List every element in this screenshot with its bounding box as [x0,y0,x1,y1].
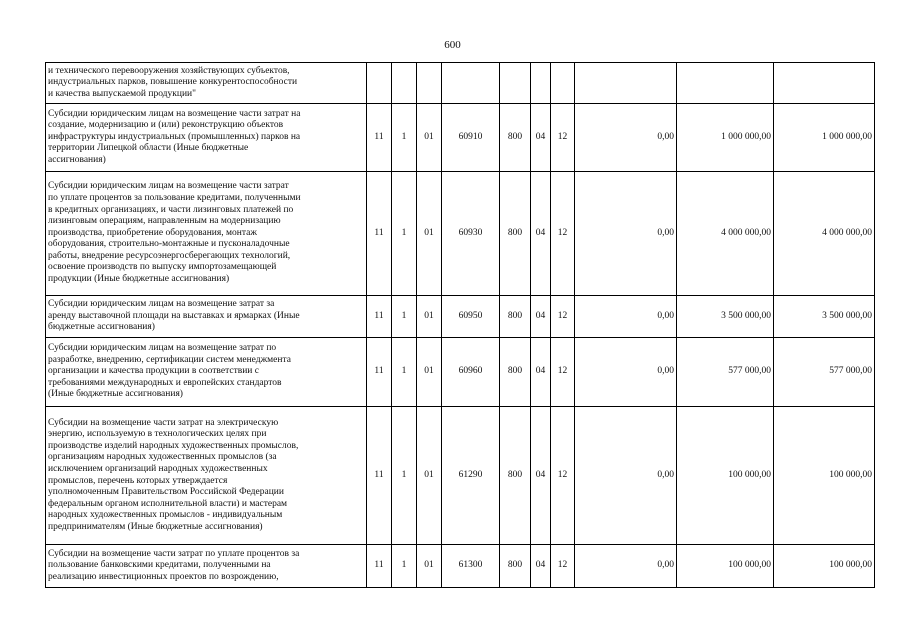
cell-code-2: 1 [392,104,417,172]
cell-code-2: 1 [392,338,417,407]
cell-amount-2: 100 000,00 [677,407,774,545]
row-description: Субсидии юридическим лицам на возмещение части затрат на создание, модернизацию и (или) реконструкцию объектов инфраструктуры индустриальных (промышленных) парков на территории Липецкой области (Иные бюджетные ассигнования) [46,104,367,172]
cell-code-7: 12 [551,104,575,172]
cell-amount-3: 100 000,00 [774,407,875,545]
cell-code-6: 04 [531,407,551,545]
cell-code-4: 60960 [442,338,500,407]
cell-amount-3: 577 000,00 [774,338,875,407]
table-row [46,338,875,407]
cell-code-1: 11 [367,104,392,172]
table-row [46,104,875,172]
cell-amount-2 [677,63,774,104]
cell-code-5: 800 [500,296,531,338]
cell-amount-1 [575,63,677,104]
cell-amount-2: 1 000 000,00 [677,104,774,172]
cell-amount-3: 4 000 000,00 [774,172,875,296]
table-row [46,407,875,545]
cell-code-3: 01 [417,545,442,588]
cell-code-7: 12 [551,296,575,338]
cell-amount-1: 0,00 [575,296,677,338]
cell-code-1 [367,63,392,104]
cell-code-7: 12 [551,172,575,296]
cell-code-1: 11 [367,172,392,296]
cell-amount-3 [774,63,875,104]
cell-code-5: 800 [500,545,531,588]
cell-code-2 [392,63,417,104]
cell-code-3: 01 [417,296,442,338]
cell-code-4: 61300 [442,545,500,588]
cell-amount-2: 3 500 000,00 [677,296,774,338]
cell-code-3: 01 [417,338,442,407]
cell-code-2: 1 [392,407,417,545]
row-description: Субсидии юридическим лицам на возмещение части затрат по уплате процентов за пользование кредитами, полученными в кредитных организациях, и части лизинговых платежей по лизинговым операциям, направленным на модернизацию производства, приобретение оборудования, монтаж оборудования, строительно-монтажные и пусконаладочные работы, внедрение ресурсоэнергосберегающих технологий, освоение производств по выпуску импортозамещающей продукции (Иные бюджетные ассигнования) [46,172,367,296]
cell-amount-1: 0,00 [575,407,677,545]
cell-code-4: 60950 [442,296,500,338]
cell-code-5 [500,63,531,104]
cell-code-5: 800 [500,338,531,407]
table-row [46,296,875,338]
cell-code-7 [551,63,575,104]
table-row [46,172,875,296]
cell-code-1: 11 [367,407,392,545]
cell-code-3: 01 [417,172,442,296]
budget-table [45,62,875,588]
cell-code-4 [442,63,500,104]
cell-code-7: 12 [551,407,575,545]
cell-code-4: 60930 [442,172,500,296]
cell-amount-3: 3 500 000,00 [774,296,875,338]
cell-code-1: 11 [367,296,392,338]
cell-code-2: 1 [392,172,417,296]
cell-code-4: 61290 [442,407,500,545]
cell-code-2: 1 [392,296,417,338]
cell-code-6: 04 [531,296,551,338]
cell-code-7: 12 [551,545,575,588]
page-number: 600 [444,39,461,51]
row-description: Субсидии на возмещение части затрат на электрическую энергию, используемую в технологических целях при производстве изделий народных художественных промыслов, организациям народных художественных промыслов (за исключением организаций народных художественных промыслов, перечень которых утверждается уполномоченным Правительством Российской Федерации федеральным органом исполнительной власти) и мастерам народных художественных промыслов - индивидуальным предпринимателям (Иные бюджетные ассигнования) [46,407,367,545]
row-description: и технического перевооружения хозяйствующих субъектов, индустриальных парков, повышение конкурентоспособности и качества выпускаемой продукции" [46,63,367,104]
cell-amount-1: 0,00 [575,104,677,172]
cell-amount-1: 0,00 [575,338,677,407]
cell-amount-2: 100 000,00 [677,545,774,588]
row-description: Субсидии юридическим лицам на возмещение затрат за аренду выставочной площади на выставках и ярмарках (Иные бюджетные ассигнования) [46,296,367,338]
cell-code-7: 12 [551,338,575,407]
cell-code-6: 04 [531,338,551,407]
cell-code-6: 04 [531,545,551,588]
cell-code-3: 01 [417,104,442,172]
cell-code-5: 800 [500,172,531,296]
cell-code-4: 60910 [442,104,500,172]
cell-amount-3: 1 000 000,00 [774,104,875,172]
cell-code-5: 800 [500,104,531,172]
cell-code-3 [417,63,442,104]
table-row [46,63,875,104]
cell-code-6: 04 [531,172,551,296]
row-description: Субсидии на возмещение части затрат по уплате процентов за пользование банковскими кредитами, полученными на реализацию инвестиционных проектов по возрождению, [46,545,367,588]
cell-amount-2: 4 000 000,00 [677,172,774,296]
cell-code-1: 11 [367,545,392,588]
cell-code-5: 800 [500,407,531,545]
cell-amount-1: 0,00 [575,172,677,296]
cell-amount-3: 100 000,00 [774,545,875,588]
cell-code-6: 04 [531,104,551,172]
cell-code-6 [531,63,551,104]
cell-code-3: 01 [417,407,442,545]
cell-code-1: 11 [367,338,392,407]
row-description: Субсидии юридическим лицам на возмещение затрат по разработке, внедрению, сертификации систем менеджмента организации и качества продукции в соответствии с требованиями международных и европейских стандартов (Иные бюджетные ассигнования) [46,338,367,407]
cell-amount-2: 577 000,00 [677,338,774,407]
table-row [46,545,875,588]
cell-amount-1: 0,00 [575,545,677,588]
cell-code-2: 1 [392,545,417,588]
